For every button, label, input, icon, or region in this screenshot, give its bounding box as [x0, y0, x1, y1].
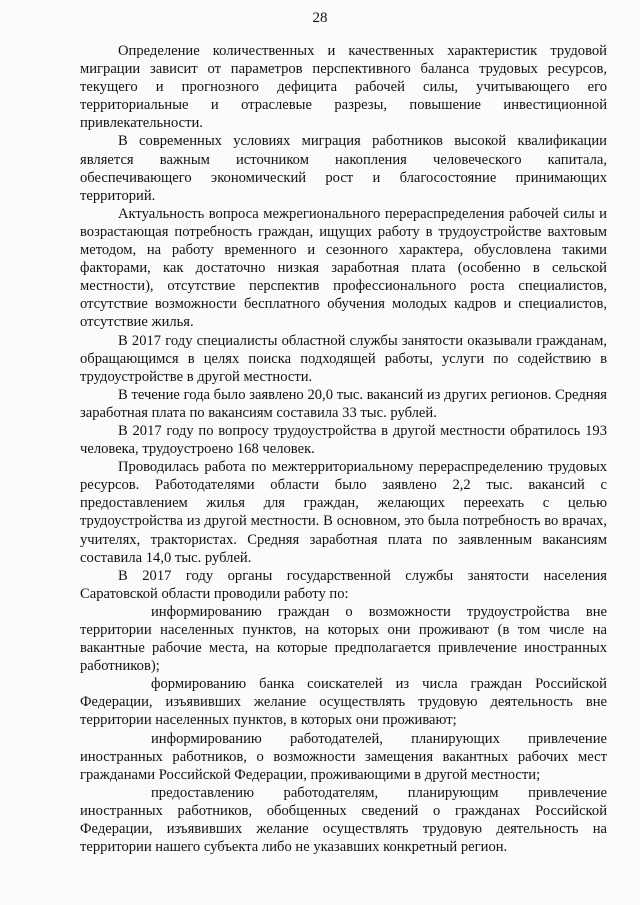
paragraph-state-service-work: В 2017 году органы государственной службы занятости населения Саратовской области проводили работу по: — [80, 567, 607, 602]
list-item-applicant-bank: формированию банка соискателей из числа граждан Российской Федерации, изъявивших желание осуществлять трудовую деятельность вне территории населенных пунктов, в которых они проживают; — [80, 676, 607, 729]
paragraph-migration-characteristics: Определение количественных и качественных характеристик трудовой миграции зависит от параметров перспективного баланса трудовых ресурсов, текущего и прогнозного дефицита рабочей силы, учитывающего его территориальные и отраслевые разрезы, повышение инвестиционной привлекательности. — [80, 43, 607, 132]
paragraph-interregional-redistribution: Актуальность вопроса межрегионального перераспределения рабочей силы и возрастающая потребность граждан, ищущих работу в трудоустройстве вахтовым методом, на работу временного и сезонного характера, обусловлена такими факторами, как достаточно низкая заработная плата (особенно в сельской местности), отсутствие перспектив профессионального роста специалистов, отсутствие возможности бесплатного обучения молодых кадров и специалистов, отсутствие жилья. — [80, 205, 607, 331]
list-item-inform-employers: информированию работодателей, планирующих привлечение иностранных работников, о возможности замещения вакантных рабочих мест гражданами Российской Федерации, проживающими в другой местности; — [80, 730, 607, 783]
paragraph-vacancies-other-regions: В течение года было заявлено 20,0 тыс. вакансий из других регионов. Средняя заработная плата по вакансиям составила 33 тыс. рублей. — [80, 386, 607, 421]
paragraph-labor-redistribution: Проводилась работа по межтерриториальному перераспределению трудовых ресурсов. Работодателями области было заявлено 2,2 тыс. вакансий с предоставлением жилья для граждан, желающих переехать с целью трудоустройства из другой местности. В основном, это была потребность во врачах, учителях, трактористах. Средняя заработная плата по заявленным вакансиям составила 14,0 тыс. рублей. — [80, 459, 607, 566]
paragraph-employment-services-2017: В 2017 году специалисты областной службы занятости оказывали гражданам, обращающимся в целях поиска подходящей работы, услуги по содействию в трудоустройстве в другой местности. — [80, 332, 607, 385]
paragraph-employment-requests: В 2017 году по вопросу трудоустройства в другой местности обратилось 193 человека, трудоустроено 168 человек. — [80, 422, 607, 458]
list-item-inform-citizens: информированию граждан о возможности трудоустройства вне территории населенных пунктов, на которых они проживают (в том числе на вакантные рабочие места, на которые предполагается привлечение иностранных работников); — [80, 603, 607, 675]
page-number: 28 — [312, 10, 328, 26]
document-body — [80, 42, 607, 856]
list-item-provide-employers: предоставлению работодателям, планирующим привлечение иностранных работников, обобщенных сведений о гражданах Российской Федерации, изъявивших желание осуществлять трудовую деятельность на территории нашего субъекта либо не указавших конкретный регион. — [80, 784, 607, 856]
paragraph-high-skill-migration: В современных условиях миграция работников высокой квалификации является важным источником накопления человеческого капитала, обеспечивающего экономический рост и благосостояние принимающих территорий. — [80, 133, 607, 204]
